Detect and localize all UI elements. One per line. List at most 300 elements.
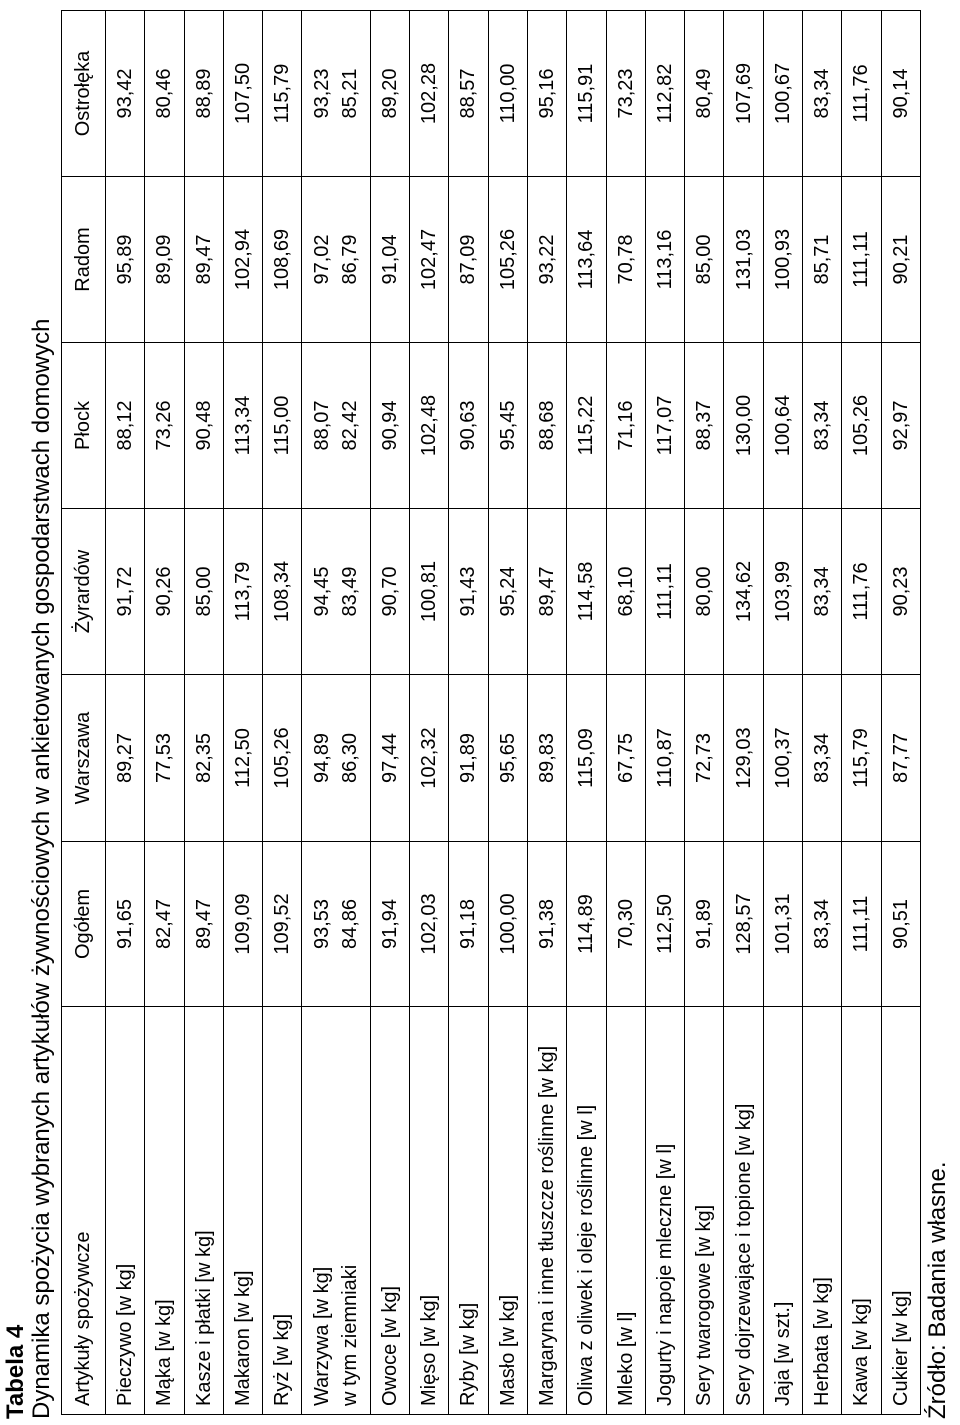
index-value: 90,21 xyxy=(889,234,912,285)
index-value: 88,57 xyxy=(457,68,480,119)
table-body xyxy=(106,11,921,1415)
index-value: 82,47 xyxy=(153,898,176,950)
value-cell xyxy=(567,11,606,177)
index-value: 93,42 xyxy=(114,68,137,119)
value-cell xyxy=(263,675,302,842)
index-value: 105,26 xyxy=(496,228,519,291)
value-cell xyxy=(184,675,223,842)
index-value: 91,89 xyxy=(693,898,716,950)
value-cell xyxy=(645,177,684,343)
value-cell xyxy=(223,842,262,1007)
index-value: 109,09 xyxy=(232,893,255,955)
product-name: Sery dojrzewające i topione [w kg] xyxy=(732,1103,755,1406)
index-value: 91,43 xyxy=(457,566,480,617)
index-value: 107,50 xyxy=(232,62,255,125)
index-value: 93,22 xyxy=(536,234,559,285)
value-cell xyxy=(724,343,763,509)
table-subtitle: Dynamika spożycia wybranych artykułów żywnościowych w ankietowanych gospodarstwach domowych xyxy=(28,318,55,1419)
index-value: 82,35 xyxy=(192,732,215,784)
value-cell xyxy=(263,842,302,1007)
value-cell xyxy=(606,177,645,343)
value-cell xyxy=(567,675,606,842)
index-value: 94,45 xyxy=(311,566,334,617)
index-value: 80,49 xyxy=(693,68,716,119)
index-value: 89,09 xyxy=(153,234,176,285)
index-value: 102,48 xyxy=(418,394,441,457)
value-cell xyxy=(145,842,184,1007)
index-value: 100,00 xyxy=(496,893,519,955)
product-name-cell xyxy=(449,1007,488,1415)
value-cell xyxy=(567,177,606,343)
index-value: 73,26 xyxy=(153,400,176,451)
index-value: 100,93 xyxy=(771,228,794,291)
index-value: 93,53 xyxy=(311,898,334,950)
index-value: 97,44 xyxy=(378,732,401,784)
index-value: 87,09 xyxy=(457,234,480,285)
index-value: 88,68 xyxy=(536,400,559,451)
index-value: 111,11 xyxy=(850,895,873,953)
product-name: Mleko [w l] xyxy=(614,1311,637,1406)
index-value: 110,87 xyxy=(653,728,676,788)
index-value: 105,26 xyxy=(850,394,873,457)
value-cell xyxy=(645,343,684,509)
value-cell xyxy=(302,11,370,177)
index-value: 117,07 xyxy=(653,395,676,456)
index-value: 97,02 xyxy=(311,234,334,285)
value-cell xyxy=(106,675,145,842)
product-name-cell xyxy=(724,1007,763,1415)
index-value: 112,82 xyxy=(653,63,676,124)
column-header-product: Artykuły spożywcze xyxy=(62,1007,106,1415)
value-cell xyxy=(410,509,449,675)
table-header-row xyxy=(62,11,106,1415)
value-cell xyxy=(449,343,488,509)
index-value: 72,73 xyxy=(693,732,716,784)
value-cell xyxy=(763,177,802,343)
value-cell xyxy=(606,11,645,177)
table-row xyxy=(803,11,842,1415)
product-name: Pieczywo [w kg] xyxy=(114,1263,137,1406)
index-value: 100,67 xyxy=(771,62,794,125)
value-cell xyxy=(881,842,920,1007)
column-header-region: Radom xyxy=(62,177,106,343)
value-cell xyxy=(223,11,262,177)
value-cell xyxy=(488,509,527,675)
value-cell xyxy=(645,842,684,1007)
value-cell xyxy=(370,842,409,1007)
index-value: 89,47 xyxy=(192,234,215,285)
product-name: Oliwa z oliwek i oleje roślinne [w l] xyxy=(575,1104,598,1406)
product-name: w tym ziemniaki xyxy=(339,1264,362,1406)
index-value: 84,86 xyxy=(339,898,362,950)
value-cell xyxy=(410,177,449,343)
index-value: 115,91 xyxy=(575,63,598,124)
index-value: 115,79 xyxy=(850,728,873,788)
table-row xyxy=(527,11,566,1415)
product-name-cell xyxy=(263,1007,302,1415)
table-row xyxy=(410,11,449,1415)
index-value: 77,53 xyxy=(153,732,176,784)
index-value: 91,65 xyxy=(114,898,137,950)
product-name-cell xyxy=(842,1007,881,1415)
product-name-cell xyxy=(370,1007,409,1415)
index-value: 95,16 xyxy=(536,68,559,119)
value-cell xyxy=(842,11,881,177)
value-cell xyxy=(106,177,145,343)
value-cell xyxy=(302,675,370,842)
value-cell xyxy=(881,675,920,842)
index-value: 107,69 xyxy=(732,62,755,125)
index-value: 73,23 xyxy=(614,68,637,119)
product-name: Margaryna i inne tłuszcze roślinne [w kg] xyxy=(536,1045,559,1406)
index-value: 70,30 xyxy=(614,898,637,950)
product-name-cell xyxy=(606,1007,645,1415)
table-row xyxy=(302,11,370,1415)
value-cell xyxy=(410,343,449,509)
index-value: 82,42 xyxy=(339,400,362,451)
index-value: 108,69 xyxy=(271,228,294,291)
value-cell xyxy=(685,842,724,1007)
index-value: 94,89 xyxy=(311,732,334,784)
index-value: 80,00 xyxy=(693,566,716,617)
index-value: 111,76 xyxy=(850,562,873,621)
index-value: 115,22 xyxy=(575,395,598,456)
value-cell xyxy=(685,509,724,675)
value-cell xyxy=(527,842,566,1007)
value-cell xyxy=(842,177,881,343)
index-value: 115,00 xyxy=(271,395,294,456)
index-value: 91,38 xyxy=(536,898,559,950)
index-value: 112,50 xyxy=(653,894,676,954)
index-value: 112,50 xyxy=(232,728,255,788)
index-value: 113,79 xyxy=(232,561,255,622)
value-cell xyxy=(106,11,145,177)
index-value: 89,47 xyxy=(192,898,215,950)
product-name: Makaron [w kg] xyxy=(232,1270,255,1406)
table-row xyxy=(370,11,409,1415)
index-value: 68,10 xyxy=(614,566,637,617)
index-value: 85,00 xyxy=(192,566,215,617)
index-value: 91,04 xyxy=(378,234,401,285)
value-cell xyxy=(370,675,409,842)
index-value: 85,00 xyxy=(693,234,716,285)
value-cell xyxy=(223,343,262,509)
table-row xyxy=(645,11,684,1415)
product-name: Owoce [w kg] xyxy=(378,1285,401,1406)
value-cell xyxy=(488,11,527,177)
value-cell xyxy=(488,842,527,1007)
table-row xyxy=(685,11,724,1415)
value-cell xyxy=(184,842,223,1007)
index-value: 130,00 xyxy=(732,394,755,457)
table-row xyxy=(145,11,184,1415)
value-cell xyxy=(145,509,184,675)
value-cell xyxy=(763,842,802,1007)
value-cell xyxy=(842,842,881,1007)
table-title: Tabela 4 xyxy=(2,1324,29,1419)
product-name-cell xyxy=(645,1007,684,1415)
value-cell xyxy=(803,509,842,675)
value-cell xyxy=(410,842,449,1007)
table-row xyxy=(842,11,881,1415)
index-value: 102,47 xyxy=(418,228,441,291)
index-value: 95,89 xyxy=(114,234,137,285)
value-cell xyxy=(685,11,724,177)
value-cell xyxy=(410,675,449,842)
value-cell xyxy=(449,509,488,675)
value-cell xyxy=(842,343,881,509)
value-cell xyxy=(263,509,302,675)
table-row xyxy=(488,11,527,1415)
product-name: Jogurty i napoje mleczne [w l] xyxy=(653,1143,676,1406)
value-cell xyxy=(567,343,606,509)
index-value: 110,00 xyxy=(496,63,519,124)
value-cell xyxy=(370,177,409,343)
value-cell xyxy=(842,509,881,675)
value-cell xyxy=(763,509,802,675)
index-value: 95,45 xyxy=(496,400,519,451)
value-cell xyxy=(803,842,842,1007)
index-value: 93,23 xyxy=(311,68,334,119)
value-cell xyxy=(106,842,145,1007)
product-name: Warzywa [w kg] xyxy=(311,1266,334,1406)
index-value: 91,94 xyxy=(378,898,401,950)
index-value: 71,16 xyxy=(614,400,637,451)
index-value: 113,34 xyxy=(232,395,255,456)
product-name: Mięso [w kg] xyxy=(418,1294,441,1406)
table-row xyxy=(881,11,920,1415)
value-cell xyxy=(606,509,645,675)
index-value: 90,94 xyxy=(378,400,401,451)
index-value: 67,75 xyxy=(614,732,637,784)
value-cell xyxy=(449,11,488,177)
value-cell xyxy=(763,675,802,842)
value-cell xyxy=(184,343,223,509)
column-header-region: Ostrołęka xyxy=(62,11,106,177)
index-value: 108,34 xyxy=(271,560,294,623)
index-value: 113,64 xyxy=(575,229,598,290)
product-name-cell xyxy=(803,1007,842,1415)
value-cell xyxy=(645,11,684,177)
value-cell xyxy=(223,509,262,675)
value-cell xyxy=(184,177,223,343)
value-cell xyxy=(145,177,184,343)
index-value: 83,34 xyxy=(811,566,834,617)
value-cell xyxy=(685,177,724,343)
index-value: 109,52 xyxy=(271,893,294,955)
index-value: 90,51 xyxy=(889,898,912,950)
index-value: 131,03 xyxy=(732,228,755,291)
product-name: Ryby [w kg] xyxy=(457,1302,480,1406)
value-cell xyxy=(527,177,566,343)
product-name-cell xyxy=(881,1007,920,1415)
value-cell xyxy=(145,11,184,177)
product-name: Kawa [w kg] xyxy=(850,1298,873,1406)
table-row xyxy=(763,11,802,1415)
product-name-cell xyxy=(488,1007,527,1415)
value-cell xyxy=(145,343,184,509)
index-value: 102,03 xyxy=(418,893,441,955)
index-value: 111,11 xyxy=(653,563,676,620)
product-name: Ryż [w kg] xyxy=(271,1313,294,1406)
value-cell xyxy=(645,509,684,675)
value-cell xyxy=(302,842,370,1007)
index-value: 100,37 xyxy=(771,727,794,789)
column-header-region: Żyrardów xyxy=(62,509,106,675)
value-cell xyxy=(449,177,488,343)
value-cell xyxy=(370,509,409,675)
value-cell xyxy=(724,842,763,1007)
index-value: 95,65 xyxy=(496,732,519,784)
value-cell xyxy=(302,509,370,675)
index-value: 92,97 xyxy=(889,400,912,451)
table-row xyxy=(724,11,763,1415)
index-value: 89,47 xyxy=(536,566,559,617)
value-cell xyxy=(842,675,881,842)
table-row xyxy=(223,11,262,1415)
value-cell xyxy=(724,675,763,842)
product-name: Kasze i płatki [w kg] xyxy=(192,1230,215,1406)
value-cell xyxy=(223,675,262,842)
product-name: Cukier [w kg] xyxy=(889,1290,912,1406)
value-cell xyxy=(763,343,802,509)
product-name: Herbata [w kg] xyxy=(811,1277,834,1406)
value-cell xyxy=(106,343,145,509)
product-name-cell xyxy=(567,1007,606,1415)
value-cell xyxy=(263,177,302,343)
column-header-region: Warszawa xyxy=(62,675,106,842)
index-value: 88,37 xyxy=(693,400,716,451)
table-row xyxy=(606,11,645,1415)
index-value: 91,18 xyxy=(457,898,480,950)
value-cell xyxy=(410,11,449,177)
column-header-region: Ogółem xyxy=(62,842,106,1007)
product-name-cell xyxy=(527,1007,566,1415)
value-cell xyxy=(645,675,684,842)
value-cell xyxy=(881,177,920,343)
index-value: 88,89 xyxy=(192,68,215,119)
source-note: Źródło: Badania własne. xyxy=(924,1161,951,1419)
index-value: 90,23 xyxy=(889,566,912,617)
index-value: 129,03 xyxy=(732,727,755,789)
value-cell xyxy=(184,509,223,675)
table-row xyxy=(567,11,606,1415)
value-cell xyxy=(803,675,842,842)
index-value: 83,34 xyxy=(811,898,834,950)
value-cell xyxy=(724,11,763,177)
value-cell xyxy=(606,675,645,842)
index-value: 89,27 xyxy=(114,732,137,784)
index-value: 85,71 xyxy=(811,234,834,285)
value-cell xyxy=(488,343,527,509)
product-name-cell xyxy=(302,1007,370,1415)
value-cell xyxy=(724,177,763,343)
value-cell xyxy=(763,11,802,177)
value-cell xyxy=(606,343,645,509)
product-name: Mąka [w kg] xyxy=(153,1299,176,1406)
product-name: Masło [w kg] xyxy=(496,1294,519,1406)
table-row xyxy=(449,11,488,1415)
value-cell xyxy=(302,177,370,343)
index-value: 102,28 xyxy=(418,62,441,125)
column-header-region: Płock xyxy=(62,343,106,509)
index-value: 83,34 xyxy=(811,68,834,119)
index-value: 114,89 xyxy=(575,894,598,954)
value-cell xyxy=(685,675,724,842)
consumption-table xyxy=(61,10,921,1415)
index-value: 134,62 xyxy=(732,560,755,623)
value-cell xyxy=(685,343,724,509)
value-cell xyxy=(881,343,920,509)
index-value: 115,79 xyxy=(271,63,294,124)
table-row xyxy=(263,11,302,1415)
index-value: 83,34 xyxy=(811,400,834,451)
value-cell xyxy=(106,509,145,675)
index-value: 95,24 xyxy=(496,566,519,617)
index-value: 89,20 xyxy=(378,68,401,119)
value-cell xyxy=(302,343,370,509)
value-cell xyxy=(223,177,262,343)
index-value: 128,57 xyxy=(732,893,755,955)
value-cell xyxy=(527,675,566,842)
value-cell xyxy=(527,11,566,177)
product-name: Sery twarogowe [w kg] xyxy=(693,1204,716,1406)
index-value: 80,46 xyxy=(153,68,176,119)
index-value: 91,72 xyxy=(114,566,137,617)
index-value: 90,63 xyxy=(457,400,480,451)
value-cell xyxy=(803,343,842,509)
value-cell xyxy=(724,509,763,675)
index-value: 102,32 xyxy=(418,727,441,789)
index-value: 88,12 xyxy=(114,400,137,451)
index-value: 83,49 xyxy=(339,566,362,617)
index-value: 100,81 xyxy=(418,560,441,623)
index-value: 86,79 xyxy=(339,234,362,285)
value-cell xyxy=(449,842,488,1007)
index-value: 103,99 xyxy=(771,560,794,623)
index-value: 83,34 xyxy=(811,732,834,784)
index-value: 113,16 xyxy=(653,229,676,290)
index-value: 101,31 xyxy=(771,893,794,955)
value-cell xyxy=(145,675,184,842)
value-cell xyxy=(263,343,302,509)
index-value: 111,11 xyxy=(850,231,873,288)
value-cell xyxy=(488,675,527,842)
value-cell xyxy=(803,11,842,177)
value-cell xyxy=(881,509,920,675)
index-value: 70,78 xyxy=(614,234,637,285)
index-value: 89,83 xyxy=(536,732,559,784)
index-value: 114,58 xyxy=(575,561,598,622)
index-value: 91,89 xyxy=(457,732,480,784)
index-value: 102,94 xyxy=(232,228,255,291)
product-name-cell xyxy=(685,1007,724,1415)
index-value: 85,21 xyxy=(339,68,362,119)
index-value: 86,30 xyxy=(339,732,362,784)
index-value: 90,14 xyxy=(889,68,912,119)
index-value: 115,09 xyxy=(575,728,598,788)
value-cell xyxy=(606,842,645,1007)
index-value: 100,64 xyxy=(771,394,794,457)
product-name-cell xyxy=(145,1007,184,1415)
product-name-cell xyxy=(763,1007,802,1415)
value-cell xyxy=(527,343,566,509)
value-cell xyxy=(881,11,920,177)
table-row xyxy=(184,11,223,1415)
index-value: 111,76 xyxy=(850,64,873,123)
value-cell xyxy=(449,675,488,842)
product-name: Jaja [w szt.] xyxy=(771,1301,794,1406)
